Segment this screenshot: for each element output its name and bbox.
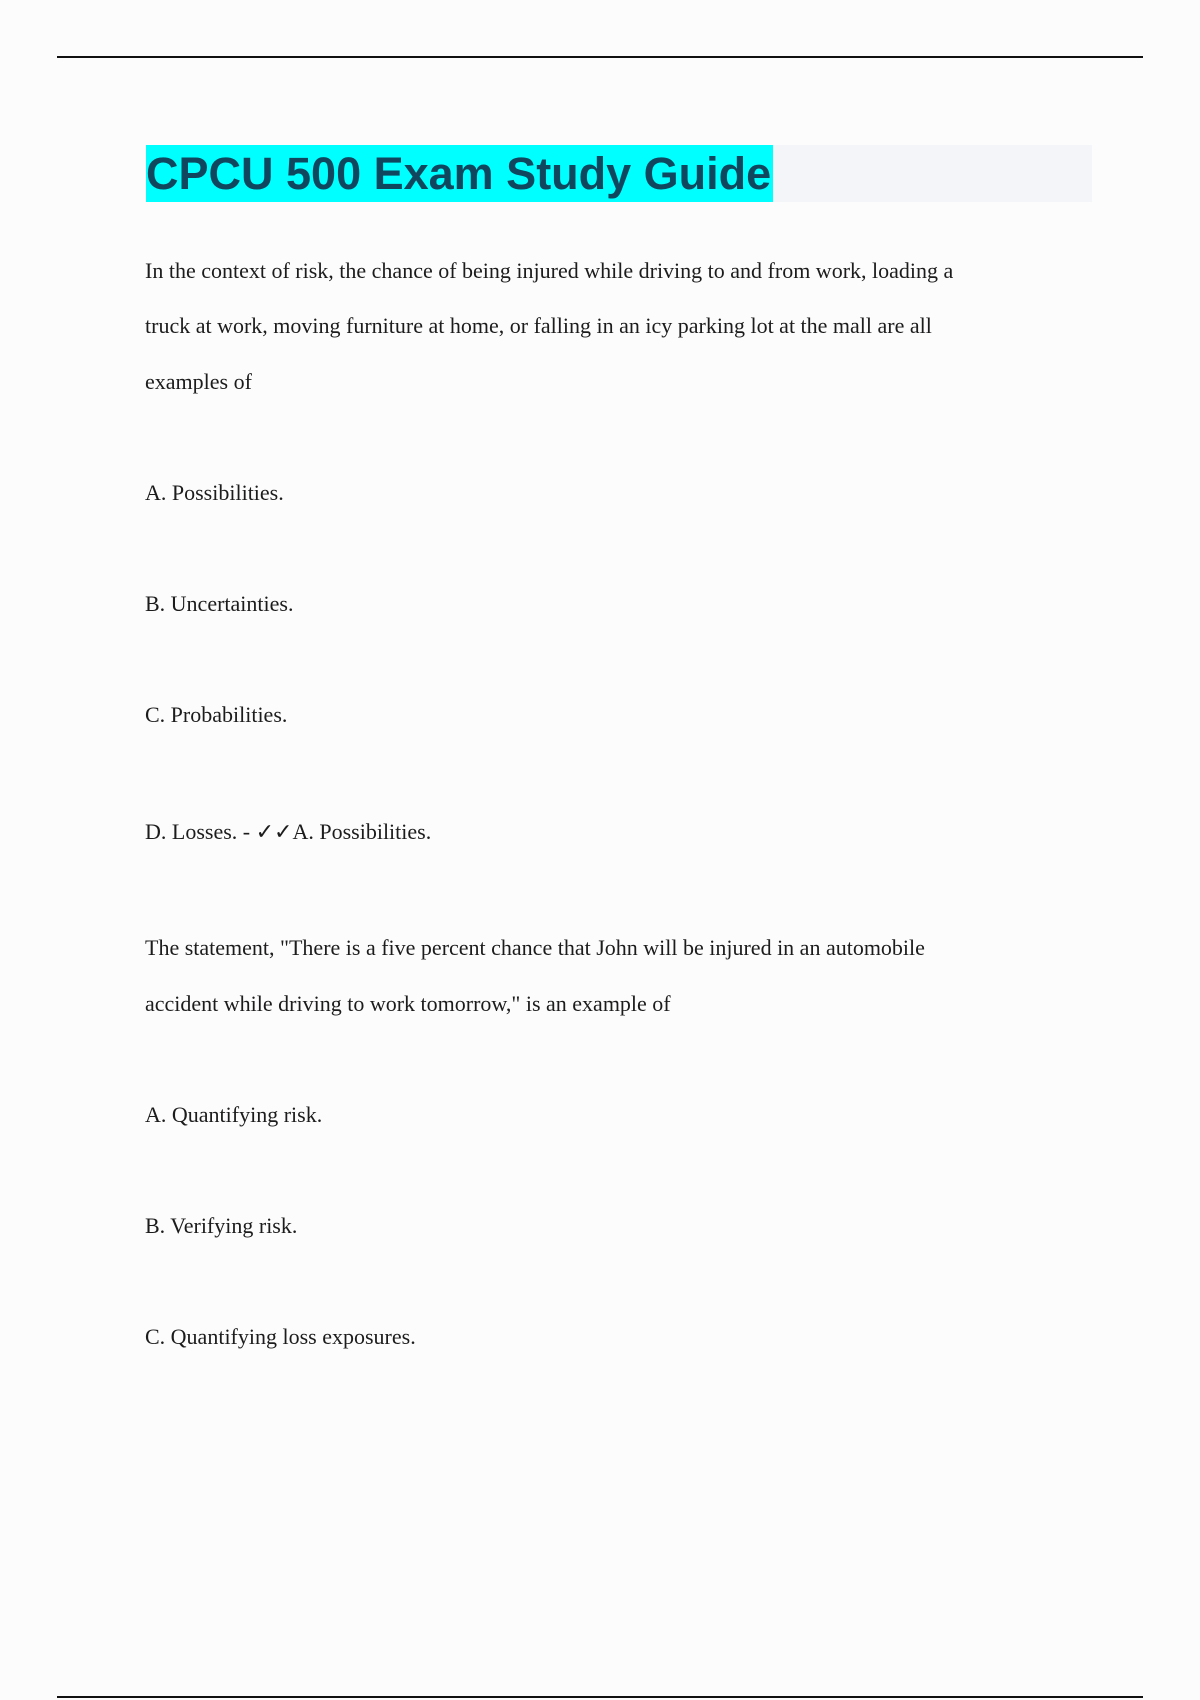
question-1-stem-line-2: truck at work, moving furniture at home, or falling in an icy parking lot at the mall are all	[145, 313, 932, 338]
question-1-option-d-answer: D. Losses. - ✓✓A. Possibilities.	[145, 819, 432, 844]
question-2-option-a: A. Quantifying risk.	[145, 1102, 323, 1127]
question-1-stem-line-1: In the context of risk, the chance of being injured while driving to and from work, loading a	[145, 258, 954, 283]
top-rule	[57, 56, 1143, 58]
question-1-stem-line-3: examples of	[145, 369, 252, 394]
question-2-stem-line-1: The statement, "There is a five percent chance that John will be injured in an automobile	[145, 935, 925, 960]
page-title: CPCU 500 Exam Study Guide	[146, 145, 773, 202]
question-2-option-c: C. Quantifying loss exposures.	[145, 1324, 416, 1349]
question-1-option-a: A. Possibilities.	[145, 480, 284, 505]
question-2-option-b: B. Verifying risk.	[145, 1213, 298, 1238]
question-1-option-c: C. Probabilities.	[145, 702, 288, 727]
question-1-option-b: B. Uncertainties.	[145, 591, 294, 616]
bottom-rule	[57, 1696, 1143, 1698]
question-2-stem-line-2: accident while driving to work tomorrow," is an example of	[145, 991, 671, 1016]
